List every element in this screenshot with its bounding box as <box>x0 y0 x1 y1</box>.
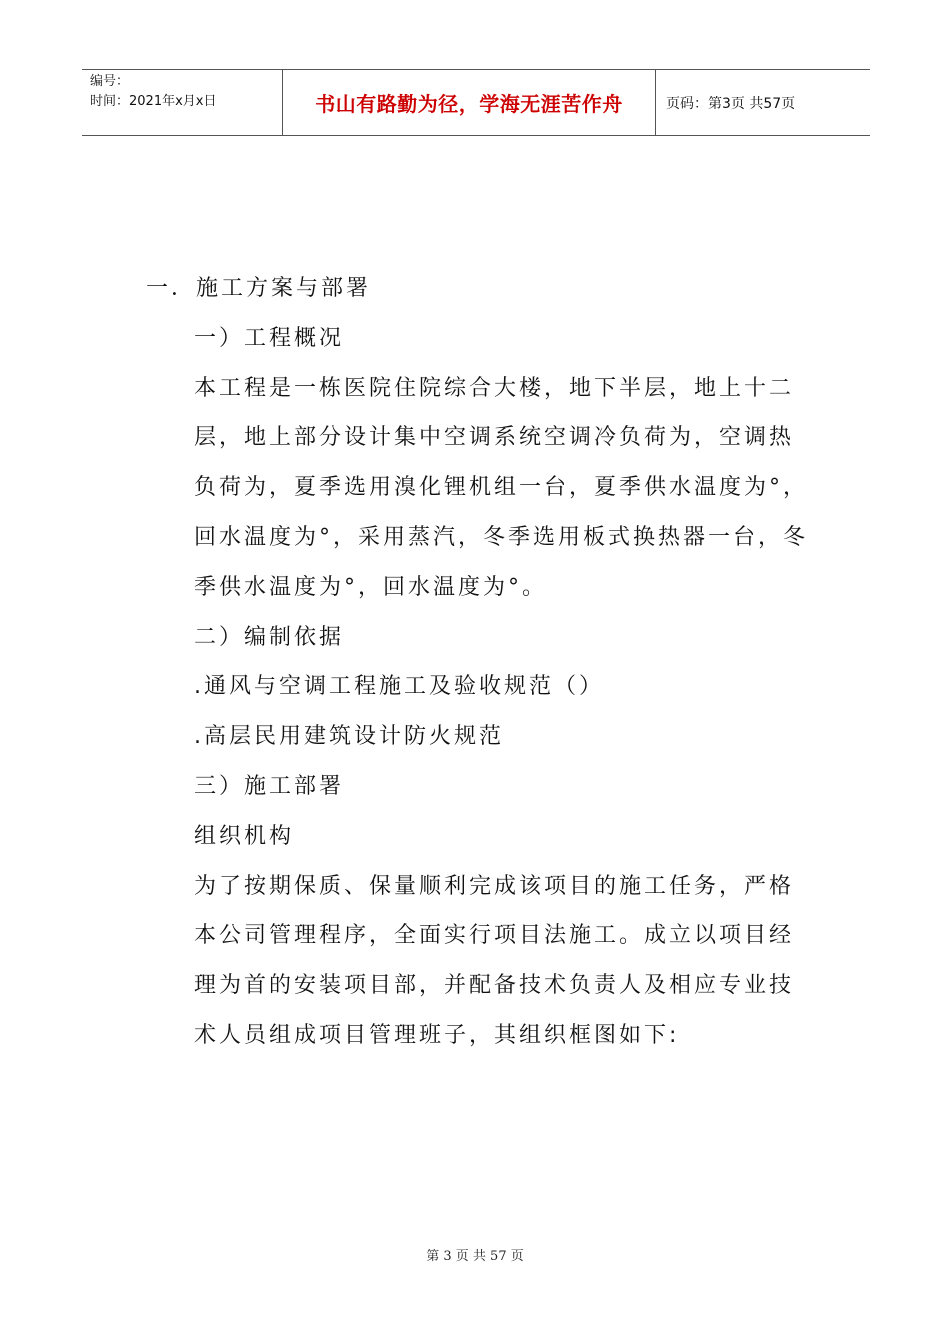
subsection-heading-deployment: 三）施工部署 <box>194 773 345 799</box>
header-page-info: 页码：第3页 共57页 <box>666 95 796 112</box>
subsection-heading-overview: 一）工程概况 <box>194 325 345 351</box>
section-heading: 一．施工方案与部署 <box>146 276 372 301</box>
document-body <box>146 264 810 1061</box>
header-meta <box>82 70 282 135</box>
document-number-label: 编号： <box>90 74 130 89</box>
organization-heading: 组织机构 <box>194 823 295 849</box>
document-date: 时间：2021年x月x日 <box>90 94 217 109</box>
header-motto: 书山有路勤为径，学海无涯苦作舟 <box>282 70 656 135</box>
overview-paragraph: 本工程是一栋医院住院综合大楼，地下半层，地上十二层，地上部分设计集中空调系统空调冷负荷为，空调热负荷为，夏季选用溴化锂机组一台，夏季供水温度为°，回水温度为°，采用蒸汽，冬季选用板式换热器一台，冬季供水温度为°，回水温度为°。 <box>194 375 809 600</box>
basis-item-1: .通风与空调工程施工及验收规范（） <box>194 674 604 700</box>
organization-paragraph: 为了按期保质、保量顺利完成该项目的施工任务，严格本公司管理程序，全面实行项目法施工。成立以项目经理为首的安装项目部，并配备技术负责人及相应专业技术人员组成项目管理班子，其组织框图如下: <box>194 873 795 1048</box>
page-header <box>82 69 870 136</box>
page-footer: 第 3 页 共 57 页 <box>426 1249 524 1264</box>
subsection-heading-basis: 二）编制依据 <box>194 624 345 650</box>
basis-item-2: .高层民用建筑设计防火规范 <box>194 724 504 750</box>
